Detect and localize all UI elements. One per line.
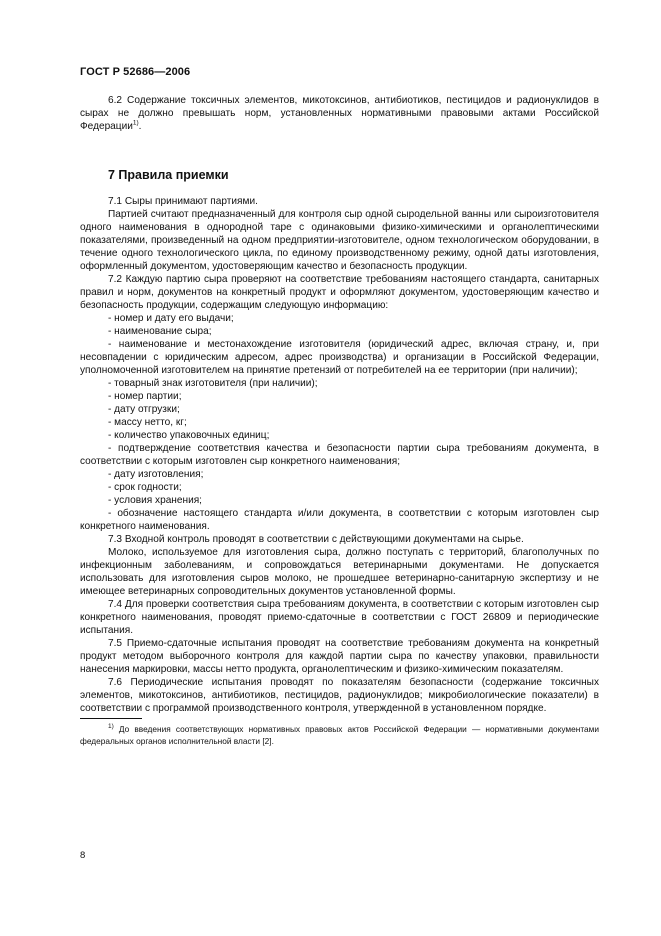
list-item: - товарный знак изготовителя (при наличии); [108,378,318,389]
list-item: - подтверждение соответствия качества и безопасности партии сыра требованиям документа, в соответствии с которым изготовлен сыр конкретного наименования; [80,443,599,467]
section-title-7: 7 Правила приемки [108,168,229,182]
paragraph-7-4: 7.4 Для проверки соответствия сыра требованиям документа, в соответствии с которым изготовлен сыр конкретного наименования, проводят приемо-сдаточные в соответствии с ГОСТ 26809 и периодические испытания. [80,599,599,636]
paragraph-7-5: 7.5 Приемо-сдаточные испытания проводят на соответствие требованиям документа на конкретный продукт методом выборочного контроля для каждой партии сыра по качеству упаковки, правильности нанесения маркировки, массы нетто продукта, органолептическим и физико-химическим показателям. [80,638,599,675]
paragraph-7-3-milk: Молоко, используемое для изготовления сыра, должно поступать с территорий, благополучных по инфекционным заболеваниям, и сопровождаться ветеринарными документами. Не допускается использовать для изготовления сыров молоко, не прошедшее ветеринарно-санитарную экспертизу и не имеющее ветеринарных сопроводительных документов установленной формы. [80,547,599,597]
list-item: - номер партии; [108,391,182,402]
paragraph-7-1-batch: Партией считают предназначенный для контроля сыр одной сыродельной ванны или сыроизготовителя одного наименования в однородной таре с одинаковыми физико-химическими и органолептическими показателями, произведенный на одном предприятии-изготовителе, одном технологическом оборудовании, в течение одного технологического цикла, по единому производственному режиму, одной даты изготовления, оформленный документом, удостоверяющим качество и безопасность продукции. [80,209,599,272]
list-item: - срок годности; [108,482,182,493]
list-item: - дату отгрузки; [108,404,180,415]
footnote-mark: 1) [108,723,114,731]
paragraph-6-2-text: 6.2 Содержание токсичных элементов, микотоксинов, антибиотиков, пестицидов и радионуклидов в сырах не должно превышать норм, установленных нормативными правовыми актами Российской Федерации [80,95,599,132]
paragraph-7-6: 7.6 Периодические испытания проводят по показателям безопасности (содержание токсичных элементов, микотоксинов, антибиотиков, пестицидов, радионуклидов; микробиологические показатели) в соответствии с программой производственного контроля, утвержденной в установленном порядке. [80,677,599,714]
list-item: - наименование сыра; [108,326,212,337]
list-item: - номер и дату его выдачи; [108,313,234,324]
footnote-ref: 1) [132,119,139,127]
footnote-separator [80,718,142,719]
paragraph-6-2 [80,94,599,133]
document-body [80,94,599,747]
list-item: - наименование и местонахождение изготовителя (юридический адрес, включая страну, и, при несовпадении с юридическим адресом, адрес производства) и организации в Российской Федерации, уполномоченной изготовителем на принятие претензий от потребителей на ее территории (при наличии); [80,339,599,376]
paragraph-7-2: 7.2 Каждую партию сыра проверяют на соответствие требованиям настоящего стандарта, санитарных правил и норм, документов на конкретный продукт и оформляют документом, удостоверяющим качество и безопасность продукции, содержащим следующую информацию: [80,274,599,311]
list-item: - количество упаковочных единиц; [108,430,270,441]
document-header: ГОСТ Р 52686—2006 [80,66,191,78]
list-item: - дату изготовления; [108,469,204,480]
list-item: - обозначение настоящего стандарта и/или документа, в соответствии с которым изготовлен сыр конкретного наименования. [80,508,599,532]
list-item: - условия хранения; [108,495,202,506]
list-item: - массу нетто, кг; [108,417,187,428]
paragraph-7-1: 7.1 Сыры принимают партиями. [108,196,258,207]
page-number: 8 [80,850,86,861]
footnote [80,724,599,747]
paragraph-7-3: 7.3 Входной контроль проводят в соответствии с действующими документами на сырье. [108,534,524,545]
footnote-text: До введения соответствующих нормативных правовых актов Российской Федерации — нормативными документами федеральных органов исполнительной власти [2]. [80,724,599,746]
paragraph-6-2-tail: . [138,121,142,132]
